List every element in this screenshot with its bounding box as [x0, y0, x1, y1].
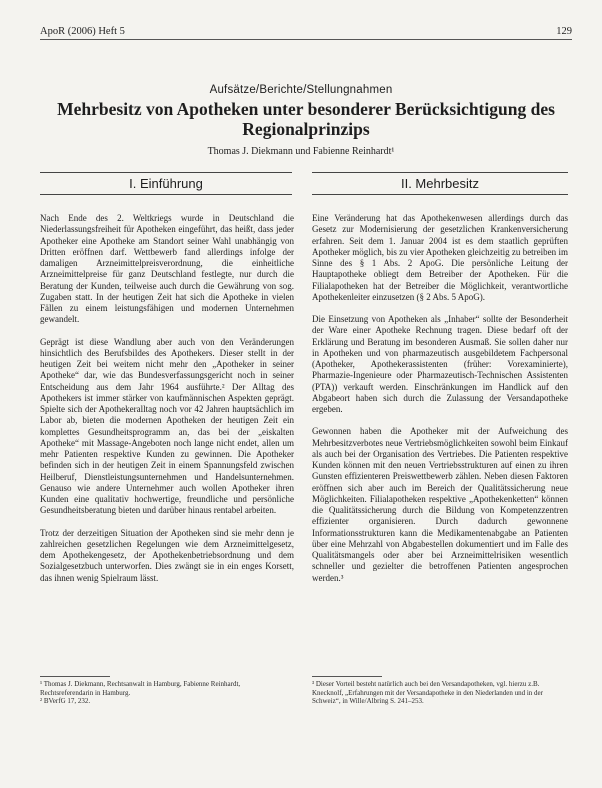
running-head [40, 26, 572, 40]
section-heading-einfuehrung: I. Einführung [40, 172, 292, 195]
article-authors: Thomas J. Diekmann und Fabienne Reinhardt¹ [207, 146, 395, 157]
page-number: 129 [556, 26, 572, 37]
journal-citation: ApoR (2006) Heft 5 [40, 26, 125, 37]
paragraph: Geprägt ist diese Wandlung aber auch von den Veränderungen hinsichtlich des Berufsbildes des Apothekers. Dieser stellt in der heutigen Zeit bei weitem nicht mehr den „Apotheker in seiner Apotheke“ dar, wie das Bundesverfassungsgericht noch in seiner Entscheidung aus dem Jahr 1964 ausführte.² Der Alltag des Apothekers ist immer stärker von kaufmännischen Aspekten geprägt. Spielte sich der Apothekeralltag noch vor 42 Jahren hauptsächlich im Labor ab, bieten die modernen Apotheken der heutigen Zeit ein komplettes Gesundheitsprogramm an, das bei der „eiskalten Apotheke“ mit Massage-Angeboten noch lange nicht endet, allen um mehr Patienten respektive Kunden zu gewinnen. Die Apotheker befinden sich in der heutigen Zeit in einem Spannungsfeld zwischen Heilberuf, Dienstleistungsunternehmen und Handelsunternehmen. Genauso wie andere Unternehmer auch wollen Apotheker ihren Kunden eine qualitativ hochwertige, freundliche und persönliche Gesundheitsberatung bieten und darüber hinaus rentabel arbeiten. [40, 336, 294, 516]
paragraph: Trotz der derzeitigen Situation der Apotheken sind sie mehr denn je zahlreichen gesetzlichen Regelungen wie dem Arzneimittelgesetz, dem Apothekengesetz, der Apothekenbetriebsordnung und dem Sozialgesetzbuch unterworfen. Dies zwängt sie in ein enges Korsett, das ihnen wenig Spielraum lässt. [40, 527, 294, 583]
footnote-2: ² BVerfG 17, 232. [40, 697, 91, 705]
footnotes-left [40, 680, 294, 706]
section-kicker: Aufsätze/Berichte/Stellungnahmen [209, 84, 393, 96]
paragraph: Nach Ende des 2. Weltkriegs wurde in Deutschland die Niederlassungsfreiheit für Apotheken eingeführt, das heißt, dass jeder Apotheker eine Apotheke am Standort seiner Wahl unabhängig von Dritten eröffnen darf. Wettbewerb fand allerdings infolge der damaligen Arzneimittelpreisverordnung, die einheitliche Arzneimittelpreise für ganz Deutschland festlegte, nur durch die Beratung der Kunden, teilweise auch durch die Gewährung von sog. Zugaben statt. In der heutigen Zeit hat sich die Apotheke in vielen Fällen zu einem leistungsfähigen und modernen Unternehmen gewandelt. [40, 213, 294, 325]
footnote-1: ¹ Thomas J. Diekmann, Rechtsanwalt in Hamburg, Fabienne Reinhardt, Rechtsreferendarin in Hamburg. [40, 680, 241, 697]
footnotes-right [312, 680, 568, 706]
paragraph: Eine Veränderung hat das Apothekenwesen allerdings durch das Gesetz zur Modernisierung der gesetzlichen Krankenversicherung erfahren. Seit dem 1. Januar 2004 ist es dem staatlich geprüften Apotheker möglich, bis zu vier Apotheken gleichzeitig zu betreiben im Sinne des § 1 Abs. 2 ApoG. Die persönliche Leitung der Hauptapotheke obliegt dem Betreiber der Apotheken. Für die Filialapotheken hat der Betreiber die Möglichkeit, verantwortliche Apothekenleiter einzusetzen (§ 2 Abs. 5 ApoG). [312, 213, 568, 302]
paragraph: Gewonnen haben die Apotheker mit der Aufweichung des Mehrbesitzverbotes neue Vertriebsmöglichkeiten sowohl beim Einkauf als auch bei der Organisation des Vertriebes. Die Patienten respektive Kunden können mit den neuen Vertriebsstrukturen auf einen zu ihren Gunsten effizienteren Preiswettbewerb zählen. Neben diesen Faktoren eröffnen sich aber auch im Bereich der Qualitätssicherung neue Möglichkeiten. Filialapotheken respektive „Apothekenketten“ können die Qualitätssicherung durch die Bildung von Kompetenzzentren effizienter organisieren. Durch dadurch gewonnene Informationsstrukturen kann die Medikamentenabgabe an Patienten über eine Mehrzahl von Abgabestellen dokumentiert und im Falle des Qualitätsmangels oder aber bei Arzneimittelrisiken wesentlich schneller und gezielter die betroffenen Patienten angesprochen werden.³ [312, 426, 568, 583]
article-title: Mehrbesitz von Apotheken unter besonderer Berücksichtigung des Regionalprinzips [57, 99, 555, 139]
footnote-divider [40, 676, 110, 677]
footnote-3: ³ Dieser Vorteil besteht natürlich auch bei den Versandapotheken, vgl. hierzu z.B. Knecknolf, „Erfahrungen mit der Versandapotheke in den Niederlanden und in der Schweiz“, in Wille/Albring S. 241–253. [312, 680, 543, 705]
paragraph: Die Einsetzung von Apotheken als „Inhaber“ sollte der Besonderheit der Ware einer Apotheke Rechnung tragen. Diese bedarf oft der Erklärung und Beratung im besonderen Ausmaß. Sie sollen daher nur in Apotheken und von pharmazeutisch ausgebildetem Fachpersonal (Apotheker, Apothekerassistenten (früher: Vorexaminierte), Pharmazie-Ingenieure oder Pharmazeutisch-Technischen Assistenten (PTA)) verkauft werden. Einschränkungen im Handlick auf den Abgabeort haben sich durch die Zulassung der Versandapotheke ergeben. [312, 314, 568, 414]
left-column [40, 213, 294, 595]
section-heading-mehrbesitz: II. Mehrbesitz [312, 172, 568, 195]
footnote-divider [312, 676, 382, 677]
right-column [312, 213, 568, 595]
